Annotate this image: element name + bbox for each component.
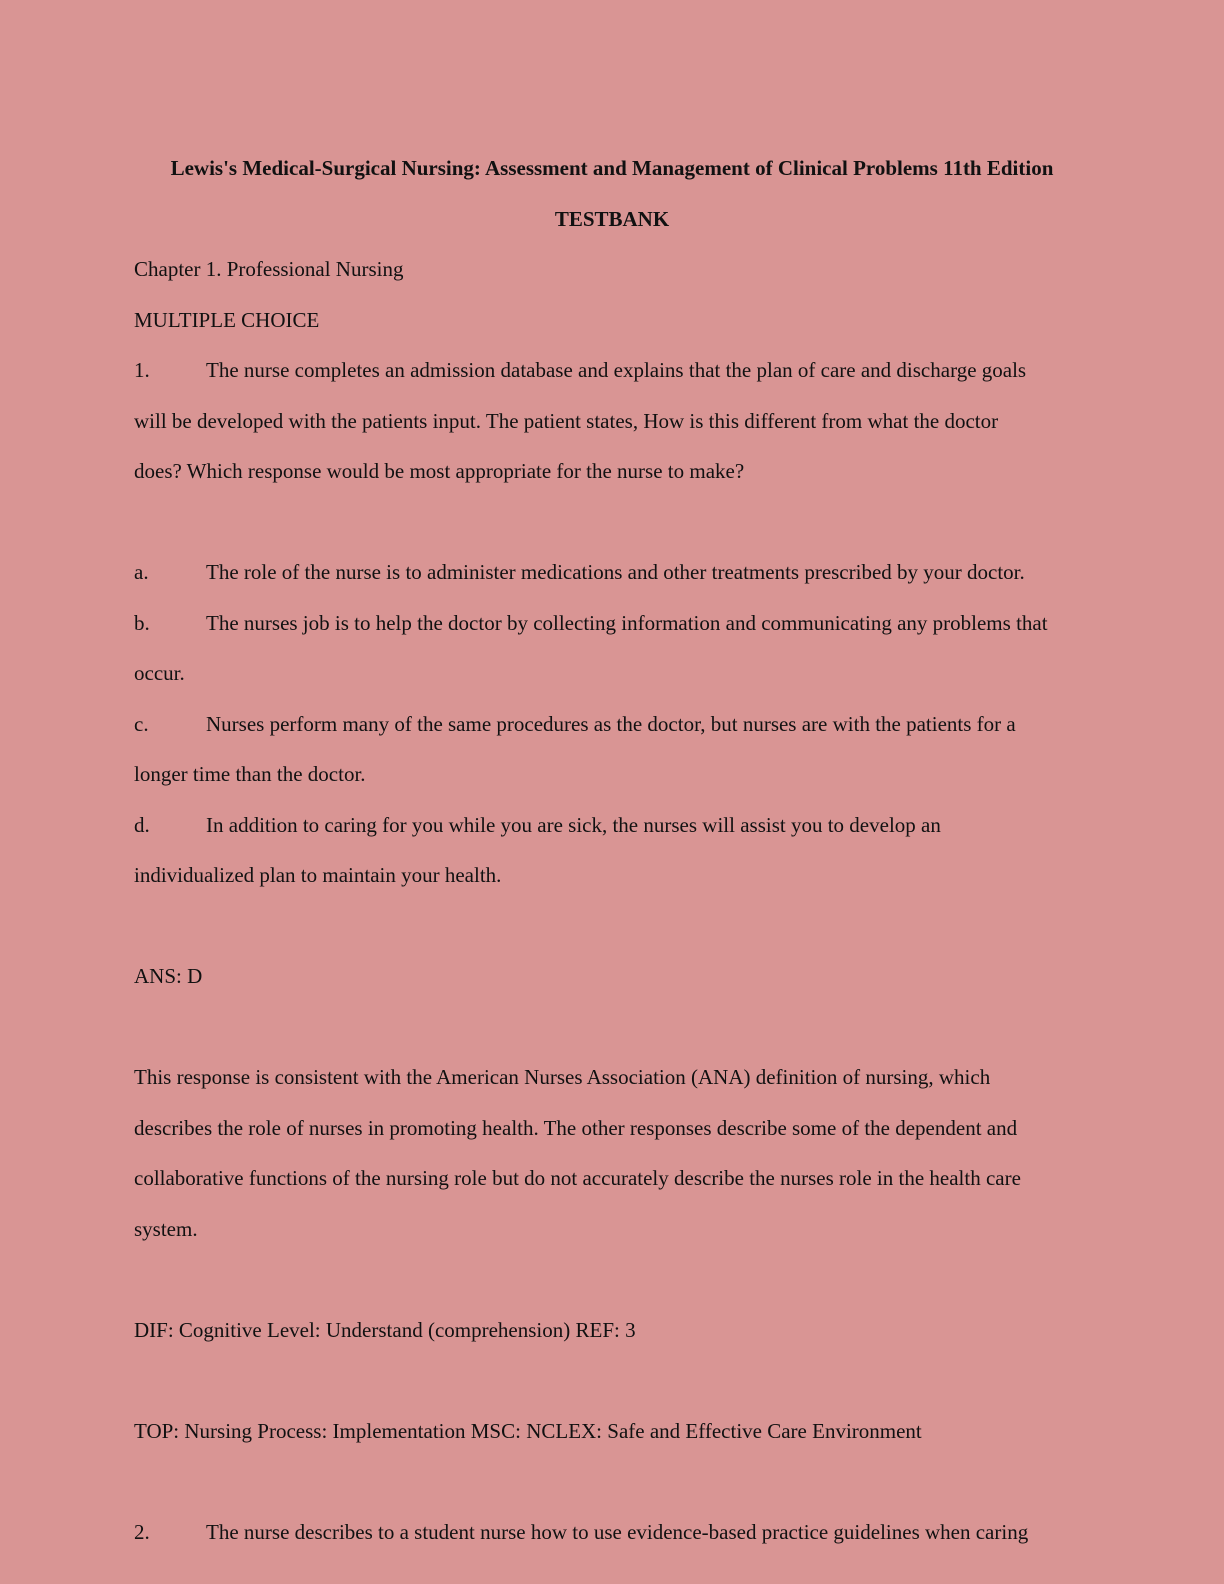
- option-b-line-2: occur.: [134, 661, 185, 685]
- option-a: [134, 547, 1090, 598]
- spacer: [134, 901, 1090, 952]
- question-1: [134, 345, 1090, 497]
- option-b-text-1: The nurses job is to help the doctor by collecting information and communicating any problems that: [206, 610, 1048, 635]
- question-2-stem-line-1: [134, 1507, 1090, 1558]
- spacer: [134, 1254, 1090, 1305]
- option-d-line-1: [134, 800, 1090, 851]
- spacer: [134, 1002, 1090, 1053]
- option-d-letter: d.: [134, 812, 150, 837]
- rationale-line-3: collaborative functions of the nursing role but do not accurately describe the nurses role in the health care: [134, 1166, 1021, 1190]
- question-2: [134, 1507, 1090, 1558]
- answer-key: ANS: D: [134, 964, 203, 988]
- question-1-stem-line-2: will be developed with the patients input. The patient states, How is this different from what the doctor: [134, 408, 999, 433]
- rationale-line-1: This response is consistent with the American Nurses Association (ANA) definition of nursing, which: [134, 1065, 991, 1089]
- document-title: [134, 143, 1090, 244]
- difficulty-meta: DIF: Cognitive Level: Understand (comprehension) REF: 3: [134, 1317, 636, 1342]
- question-1-number: 1.: [134, 358, 150, 382]
- question-1-stem-text-1: The nurse completes an admission database and explains that the plan of care and discharge goals: [206, 358, 1027, 382]
- chapter-heading: Chapter 1. Professional Nursing: [134, 257, 404, 281]
- option-c-text-1: Nurses perform many of the same procedures as the doctor, but nurses are with the patients for a: [206, 711, 1016, 736]
- option-d-text-1: In addition to caring for you while you are sick, the nurses will assist you to develop an: [206, 812, 941, 837]
- spacer: [134, 1456, 1090, 1507]
- option-c: [134, 699, 1090, 800]
- rationale-line-4: system.: [134, 1216, 198, 1241]
- question-2-stem-text-1: The nurse describes to a student nurse how to use evidence-based practice guidelines when caring: [206, 1519, 1029, 1544]
- question-2-number: 2.: [134, 1519, 150, 1544]
- option-a-letter: a.: [134, 560, 149, 584]
- option-d: [134, 800, 1090, 901]
- subtitle-text: TESTBANK: [554, 206, 670, 231]
- section-heading: MULTIPLE CHOICE: [134, 307, 320, 332]
- option-a-text: The role of the nurse is to administer medications and other treatments prescribed by your doctor.: [206, 560, 1025, 584]
- rationale-line-2: describes the role of nurses in promoting health. The other responses describe some of the dependent and: [134, 1115, 1018, 1140]
- option-c-letter: c.: [134, 711, 149, 736]
- question-1-stem-line-1: [134, 345, 1090, 396]
- option-a-line-1: [134, 547, 1090, 598]
- title-text: Lewis's Medical-Surgical Nursing: Assessment and Management of Clinical Problems 11th Edition: [170, 156, 1054, 180]
- spacer: [134, 497, 1090, 548]
- topic-meta: TOP: Nursing Process: Implementation MSC: NCLEX: Safe and Effective Care Environment: [134, 1418, 922, 1443]
- spacer: [134, 1355, 1090, 1406]
- rationale: [134, 1052, 1090, 1254]
- option-b-line-1: [134, 598, 1090, 649]
- option-d-line-2: individualized plan to maintain your health.: [134, 863, 502, 887]
- question-1-stem-line-3: does? Which response would be most appropriate for the nurse to make?: [134, 459, 745, 483]
- option-c-line-2: longer time than the doctor.: [134, 762, 366, 786]
- option-c-line-1: [134, 699, 1090, 750]
- option-b-letter: b.: [134, 610, 150, 635]
- option-b: [134, 598, 1090, 699]
